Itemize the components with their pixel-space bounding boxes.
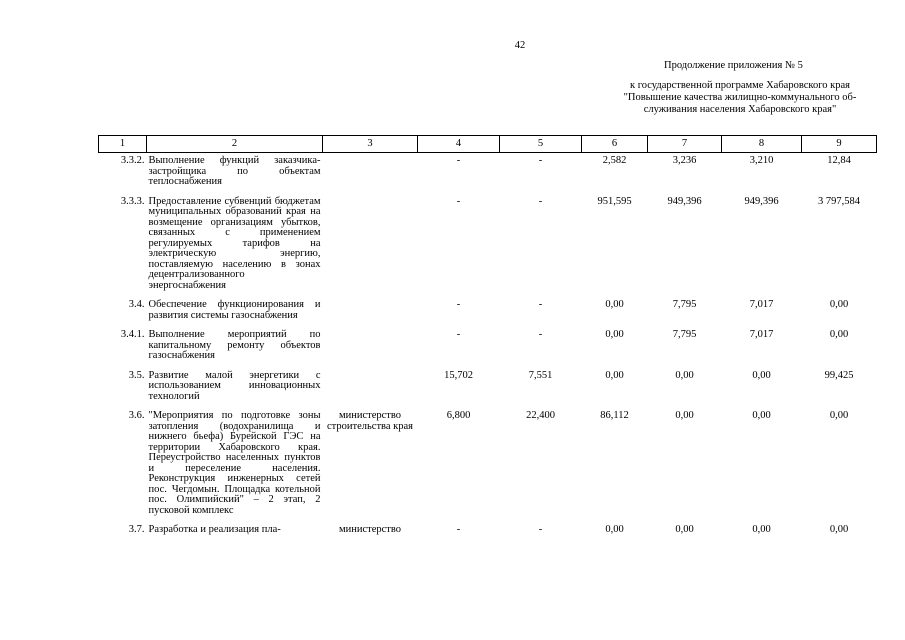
row-description: Выполнение мероприятий по капитальному ремонту объектов газоснабжения <box>148 329 321 361</box>
appendix-subtitle-line: "Повышение качества жилищно-коммунального об- <box>623 92 857 103</box>
row-value-5: 22,400 <box>526 410 555 421</box>
row-value-5: - <box>538 329 543 340</box>
row-value-5: 7,551 <box>528 369 553 381</box>
row-value-5: - <box>538 524 543 535</box>
column-header: 8 <box>722 136 802 153</box>
column-header: 2 <box>147 136 323 153</box>
row-value-8: 7,017 <box>749 299 774 310</box>
row-value-6: 0,00 <box>605 524 624 535</box>
row-responsible <box>323 327 418 368</box>
row-value-5: - <box>538 299 543 310</box>
row-value-4: - <box>456 195 461 207</box>
row-description: "Мероприятия по подготовке зоны затопления (водохранилища и нижнего бьефа) Бурейской ГЭС на территории Хабаровского края. Переустройство населенных пунктов и переселение населения. Реконструкция инженерных сетей пос. Чегдомын. Площадка котельной пос. Олимпийский" – 2 этап, 2 пусковой комплекс <box>148 410 321 516</box>
table-row <box>99 408 877 522</box>
row-number: 3.3.3. <box>120 195 145 207</box>
row-responsible: министерство <box>338 524 402 535</box>
row-number: 3.7. <box>128 524 145 535</box>
row-value-6: 0,00 <box>605 299 624 310</box>
row-number: 3.4. <box>128 299 145 310</box>
appendix-title: Продолжение приложения № 5 <box>664 60 803 71</box>
row-number: 3.3.2. <box>120 155 145 166</box>
row-value-8: 0,00 <box>752 524 771 535</box>
table-row <box>99 522 877 542</box>
row-number: 3.4.1. <box>120 329 145 340</box>
appendix-subtitle <box>600 80 880 116</box>
table-row <box>99 194 877 298</box>
row-description: Предоставление субвенций бюджетам муниципальных образований края на возмещение организациям убытков, связанных с применением регулируемых тарифов на электрическую энергию, поставляемую населению в зонах децентрализованного энергоснабжения <box>148 195 321 291</box>
row-value-7: 949,396 <box>667 195 702 207</box>
row-description: Развитие малой энергетики с использованием инновационных технологий <box>148 369 321 402</box>
table-row <box>99 327 877 368</box>
program-table <box>98 135 877 542</box>
row-value-8: 3,210 <box>749 155 774 166</box>
header-row <box>99 136 877 153</box>
row-value-7: 3,236 <box>672 155 697 166</box>
row-responsible <box>323 368 418 409</box>
column-header: 4 <box>418 136 500 153</box>
row-value-7: 7,795 <box>672 299 697 310</box>
row-value-4: 15,702 <box>444 369 473 381</box>
row-value-4: - <box>456 155 461 166</box>
row-number: 3.5. <box>128 369 145 381</box>
column-header: 6 <box>582 136 648 153</box>
row-responsible <box>323 194 418 298</box>
row-value-7: 0,00 <box>675 524 694 535</box>
row-value-5: - <box>538 195 543 207</box>
row-value-8: 0,00 <box>752 369 771 381</box>
row-value-8: 949,396 <box>744 195 779 207</box>
table-row <box>99 153 877 194</box>
row-value-6: 0,00 <box>605 369 624 381</box>
row-value-9: 3 797,584 <box>818 195 860 207</box>
row-responsible <box>323 153 418 194</box>
row-value-9: 0,00 <box>829 329 849 340</box>
row-description: Обеспечение функционирования и развития системы газоснабжения <box>148 299 321 321</box>
appendix-subtitle-line: к государственной программе Хабаровского края <box>630 80 850 91</box>
column-header: 5 <box>500 136 582 153</box>
row-responsible <box>323 297 418 327</box>
row-value-9: 0,00 <box>829 524 849 535</box>
column-header: 9 <box>802 136 877 153</box>
table-row <box>99 297 877 327</box>
row-responsible: министерство строительства края <box>327 410 413 432</box>
row-value-9: 12,84 <box>827 155 851 166</box>
row-value-4: - <box>456 329 461 340</box>
row-value-9: 99,425 <box>824 369 854 381</box>
row-value-4: - <box>456 299 461 310</box>
row-description: Разработка и реализация пла- <box>148 524 281 535</box>
row-value-4: - <box>456 524 461 535</box>
row-value-6: 2,582 <box>602 155 627 166</box>
row-value-4: 6,800 <box>446 410 471 421</box>
row-value-8: 0,00 <box>752 410 771 421</box>
row-value-7: 0,00 <box>675 369 694 381</box>
row-value-9: 0,00 <box>829 299 849 310</box>
page-number: 42 <box>514 40 526 51</box>
row-value-6: 0,00 <box>605 329 624 340</box>
row-value-6: 951,595 <box>597 195 632 207</box>
table-row <box>99 368 877 409</box>
row-description: Выполнение функций заказчика-застройщика по объектам теплоснабжения <box>148 155 321 187</box>
row-value-7: 0,00 <box>675 410 694 421</box>
row-value-7: 7,795 <box>672 329 697 340</box>
appendix-subtitle-line: служивания населения Хабаровского края" <box>643 104 837 115</box>
row-value-9: 0,00 <box>829 410 849 421</box>
row-value-5: - <box>538 155 543 166</box>
row-value-8: 7,017 <box>749 329 774 340</box>
column-header: 7 <box>648 136 722 153</box>
column-header: 1 <box>99 136 147 153</box>
row-value-6: 86,112 <box>600 410 629 421</box>
column-header: 3 <box>323 136 418 153</box>
row-number: 3.6. <box>128 410 145 421</box>
